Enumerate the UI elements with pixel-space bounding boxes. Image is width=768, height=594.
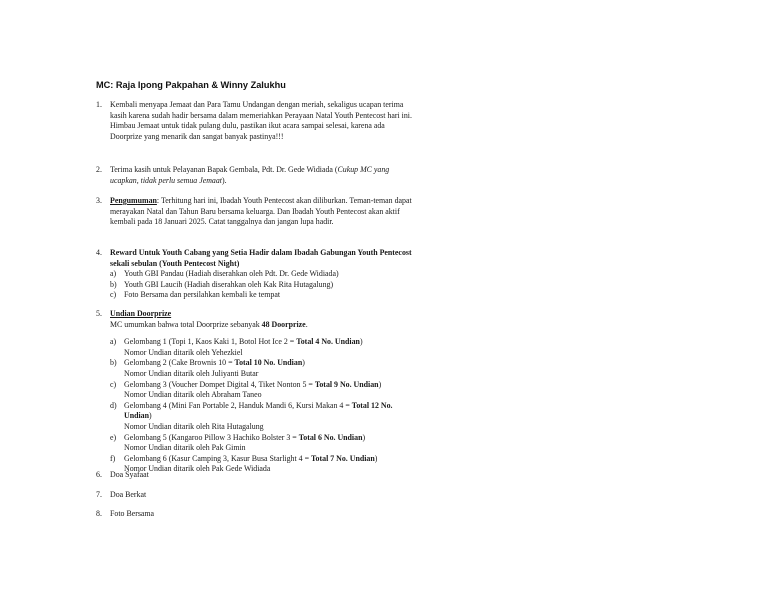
list-item [96, 509, 418, 520]
item-number: 2. [96, 165, 102, 174]
list-item [96, 165, 418, 186]
item-italic: Cukup MC yang ucapkan, tidak perlu semua Jemaat [110, 165, 390, 185]
item-number: 4. [96, 248, 102, 257]
list-item [96, 470, 418, 481]
item-text: Doa Syafaat [110, 470, 149, 479]
list-item [96, 309, 418, 475]
sub-item: a) Gelombang 1 (Topi 1, Kaos Kaki 1, Botol Hot Ice 2 = Total 4 No. Undian) Nomor Undian ditarik oleh Yehezkiel [110, 337, 363, 357]
sub-item: c) Gelombang 3 (Voucher Dompet Digital 4, Tiket Nonton 5 = Total 9 No. Undian) Nomor Undian ditarik oleh Abraham Taneo [110, 379, 382, 400]
sub-item: b) Gelombang 2 (Cake Brownis 10 = Total 10 No. Undian) Nomor Undian ditarik oleh Juliyanti Butar [110, 358, 305, 378]
sub-item: a) Youth GBI Pandau (Hadiah diserahkan oleh Pdt. Dr. Gede Widiada) [110, 269, 339, 279]
item-number: 6. [96, 470, 102, 479]
list-item [96, 248, 418, 301]
page-title: MC: Raja Ipong Pakpahan & Winny Zalukhu [96, 80, 286, 90]
item-text: Kembali menyapa Jemaat dan Para Tamu Undangan dengan meriah, sekaligus ucapan terima kasih karena sudah hadir bersama dalam memeriahkan Perayaan Natal Youth Pentecost hari ini. Himbau Jemaat untuk tidak pulang dulu, pastikan ikut acara sampai selesai, karena ada Doorprize yang menarik dan sangat banyak pastinya!!! [110, 100, 412, 141]
item-number: 7. [96, 490, 102, 499]
item-number: 8. [96, 509, 102, 518]
item-number: 3. [96, 196, 102, 205]
item-text: Doa Berkat [110, 490, 147, 499]
sub-item: d) Gelombang 4 (Mini Fan Portable 2, Handuk Mandi 6, Kursi Makan 4 = Total 12 No. Undian) Nomor Undian ditarik oleh Rita Hutagalung [110, 400, 393, 431]
sub-item: b) Youth GBI Laucih (Hadiah diserahkan oleh Kak Rita Hutagalung) [110, 279, 334, 289]
item-text: Undian Doorprize MC umumkan bahwa total Doorprize sebanyak 48 Doorprize. a) Gelombang 1 (Topi 1, Kaos Kaki 1, Botol Hot Ice 2 = Total 4 No. Undian) Nomor Undian ditarik oleh Yehezkiel b) Gelombang 2 (Cake Brownis 10 = Total 10 No. Undian) Nomor Undian ditarik oleh Juliyanti Butar c) Gelombang 3 (Voucher Dompet Digital 4, Tiket Nonton 5 = Total 9 No. Undian) Nomor Undian ditarik oleh Abraham Taneo d) Gelombang 4 (Mini Fan Portable 2, Handuk Mandi 6, Kursi Makan 4 = Total 12 No. Undian) Nomor Undian ditarik oleh Rita Hutagalung e) Gelombang 5 (Kangaroo Pillow 3 Hachiko Bolster 3 = Total 6 No. Undian) Nomor Undian ditarik oleh Pak Gimin f) Gelombang 6 (Kasur Camping 3, Kasur Busa Starlight 4 = Total 7 No. Undian) Nomor Undian ditarik oleh Pak Gede Widiada [110, 309, 418, 475]
item-label: Pengumuman [110, 196, 157, 205]
list-item [96, 196, 418, 228]
sub-item: c) Foto Bersama dan persilahkan kembali ke tempat [110, 290, 281, 300]
item-text: Reward Untuk Youth Cabang yang Setia Hadir dalam Ibadah Gabungan Youth Pentecost sekali sebulan (Youth Pentecost Night) a) Youth GBI Pandau (Hadiah diserahkan oleh Pdt. Dr. Gede Widiada) b) Youth GBI Laucih (Hadiah diserahkan oleh Kak Rita Hutagalung) c) Foto Bersama dan persilahkan kembali ke tempat [110, 248, 418, 301]
list-item [96, 490, 418, 501]
item-number: 1. [96, 100, 102, 109]
item-text: Pengumuman: Terhitung hari ini, Ibadah Youth Pentecost akan diliburkan. Teman-teman dapat merayakan Natal dan Tahun Baru bersama keluarga. Dan Ibadah Youth Pentecost akan aktif kembali pada 18 Januari 2025. Catat tanggalnya dan jangan lupa hadir. [110, 196, 412, 227]
item-label: Undian Doorprize [110, 309, 172, 318]
sub-item: e) Gelombang 5 (Kangaroo Pillow 3 Hachiko Bolster 3 = Total 6 No. Undian) Nomor Undian ditarik oleh Pak Gimin [110, 432, 366, 453]
sub-item: f) Gelombang 6 (Kasur Camping 3, Kasur Busa Starlight 4 = Total 7 No. Undian) Nomor Undian ditarik oleh Pak Gede Widiada [110, 453, 378, 474]
item-text: Terima kasih untuk Pelayanan Bapak Gembala, Pdt. Dr. Gede Widiada (Cukup MC yang ucapkan, tidak perlu semua Jemaat). [110, 165, 390, 185]
item-number: 5. [96, 309, 102, 318]
list-item [96, 100, 418, 142]
item-text: Foto Bersama [110, 509, 155, 518]
